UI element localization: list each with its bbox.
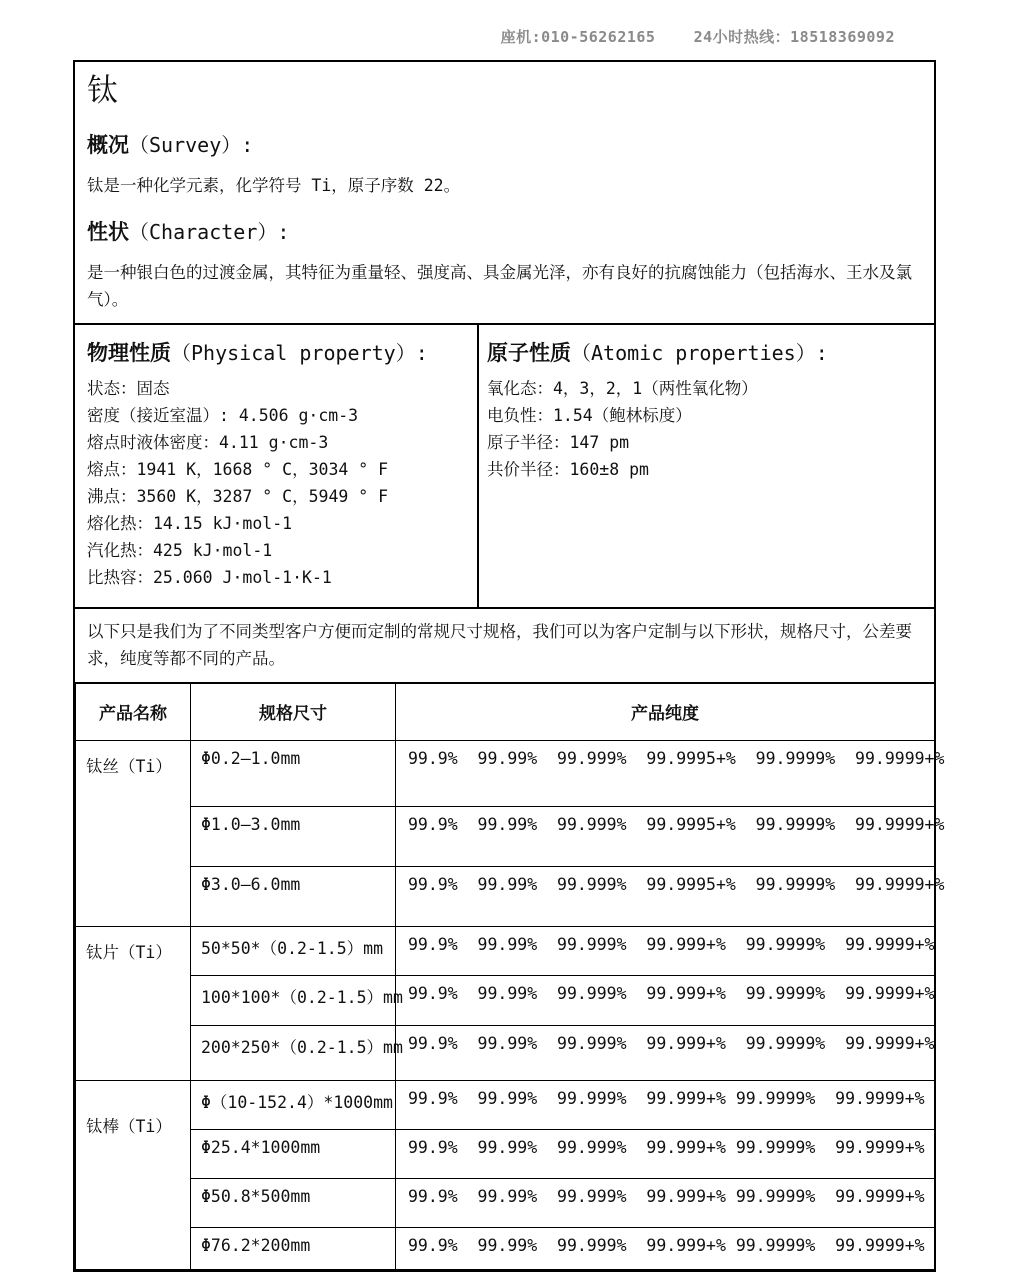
physical-line-state: 状态：固态 <box>87 379 170 398</box>
column-header-purity: 产品纯度 <box>396 683 935 740</box>
physical-line-heat-of-fusion: 熔化热：14.15 kJ·mol-1 <box>87 514 293 533</box>
header-contact: 座机:010-56262165 24小时热线：18518369092 <box>500 28 895 46</box>
physical-line-density: 密度（接近室温）: 4.506 g·cm-3 <box>87 406 359 425</box>
character-heading-zh: 性状 <box>87 220 129 244</box>
table-row <box>76 1129 935 1178</box>
size-cell: 100*100*（0.2-1.5）mm <box>191 975 396 1025</box>
table-row <box>76 866 935 926</box>
size-cell: Φ1.0—3.0mm <box>191 806 396 866</box>
size-cell: Φ（10-152.4）*1000mm <box>191 1080 396 1129</box>
purity-cell: 99.9% 99.99% 99.999% 99.999+% 99.9999% 99.9999+% <box>396 975 935 1025</box>
physical-heading <box>87 337 471 369</box>
physical-line-boiling-point: 沸点：3560 K，3287 ° C，5949 ° F <box>87 487 389 506</box>
atomic-properties <box>477 325 934 607</box>
table-row <box>76 740 935 806</box>
product-name-rod: 钛棒（Ti） <box>76 1080 191 1269</box>
character-heading-en: （Character）: <box>129 220 290 244</box>
size-cell: Φ25.4*1000mm <box>191 1129 396 1178</box>
size-cell: Φ76.2*200mm <box>191 1227 396 1269</box>
page-title: 钛 <box>87 73 118 109</box>
purity-cell: 99.9% 99.99% 99.999% 99.9995+% 99.9999% 99.9999+% <box>396 806 935 866</box>
survey-heading-en: （Survey）: <box>129 133 254 157</box>
table-row <box>76 975 935 1025</box>
purity-cell: 99.9% 99.99% 99.999% 99.999+% 99.9999% 99.9999+% <box>396 1080 935 1129</box>
atomic-heading-zh: 原子性质 <box>487 341 571 365</box>
size-cell: 50*50*（0.2-1.5）mm <box>191 926 396 975</box>
table-row <box>76 1178 935 1227</box>
size-cell: Φ3.0—6.0mm <box>191 866 396 926</box>
purity-cell: 99.9% 99.99% 99.999% 99.999+% 99.9999% 99.9999+% <box>396 926 935 975</box>
product-name-sheet: 钛片（Ti） <box>76 926 191 1080</box>
physical-heading-en: （Physical property）: <box>171 341 428 365</box>
purity-cell: 99.9% 99.99% 99.999% 99.999+% 99.9999% 99.9999+% <box>396 1178 935 1227</box>
products-table <box>75 682 945 1270</box>
size-cell: Φ0.2—1.0mm <box>191 740 396 806</box>
purity-cell: 99.9% 99.99% 99.999% 99.9995+% 99.9999% 99.9999+% <box>396 740 935 806</box>
atomic-line-oxidation-states: 氧化态：4，3，2，1（两性氧化物） <box>487 379 758 398</box>
survey-heading <box>87 130 934 160</box>
table-row <box>76 806 935 866</box>
atomic-heading-en: （Atomic properties）: <box>571 341 828 365</box>
survey-body: 钛是一种化学元素，化学符号 Ti，原子序数 22。 <box>87 176 461 195</box>
purity-cell: 99.9% 99.99% 99.999% 99.9995+% 99.9999% 99.9999+% <box>396 866 935 926</box>
survey-heading-zh: 概况 <box>87 133 129 157</box>
atomic-heading <box>487 337 928 369</box>
physical-line-specific-heat: 比热容：25.060 J·mol-1·K-1 <box>87 568 332 587</box>
purity-cell: 99.9% 99.99% 99.999% 99.999+% 99.9999% 99.9999+% <box>396 1227 935 1269</box>
purity-cell: 99.9% 99.99% 99.999% 99.999+% 99.9999% 99.9999+% <box>396 1129 935 1178</box>
atomic-line-covalent-radius: 共价半径：160±8 pm <box>487 460 649 479</box>
character-body: 是一种银白色的过渡金属，其特征为重量轻、强度高、具金属光泽，亦有良好的抗腐蚀能力（包括海水、王水及氯气）。 <box>87 263 912 309</box>
physical-heading-zh: 物理性质 <box>87 341 171 365</box>
table-row <box>76 1025 935 1080</box>
customization-note: 以下只是我们为了不同类型客户方便而定制的常规尺寸规格，我们可以为客户定制与以下形状，规格尺寸，公差要求，纯度等都不同的产品。 <box>75 607 934 682</box>
table-row <box>76 926 935 975</box>
table-row <box>76 1080 935 1129</box>
size-cell: 200*250*（0.2-1.5）mm <box>191 1025 396 1080</box>
column-header-product-name: 产品名称 <box>76 683 191 740</box>
column-header-size: 规格尺寸 <box>191 683 396 740</box>
atomic-line-electronegativity: 电负性：1.54（鲍林标度） <box>487 406 692 425</box>
document-body <box>73 60 945 1272</box>
atomic-line-atomic-radius: 原子半径：147 pm <box>487 433 630 452</box>
physical-line-liquid-density: 熔点时液体密度：4.11 g·cm-3 <box>87 433 329 452</box>
product-name-wire: 钛丝（Ti） <box>76 740 191 926</box>
properties-section <box>75 323 934 607</box>
purity-cell: 99.9% 99.99% 99.999% 99.999+% 99.9999% 99.9999+% <box>396 1025 935 1080</box>
physical-line-melting-point: 熔点：1941 K，1668 ° C，3034 ° F <box>87 460 389 479</box>
character-heading <box>87 217 934 247</box>
physical-line-heat-of-vaporization: 汽化热：425 kJ·mol-1 <box>87 541 273 560</box>
table-header-row <box>76 683 935 740</box>
physical-properties <box>75 325 477 607</box>
table-row <box>76 1227 935 1269</box>
size-cell: Φ50.8*500mm <box>191 1178 396 1227</box>
